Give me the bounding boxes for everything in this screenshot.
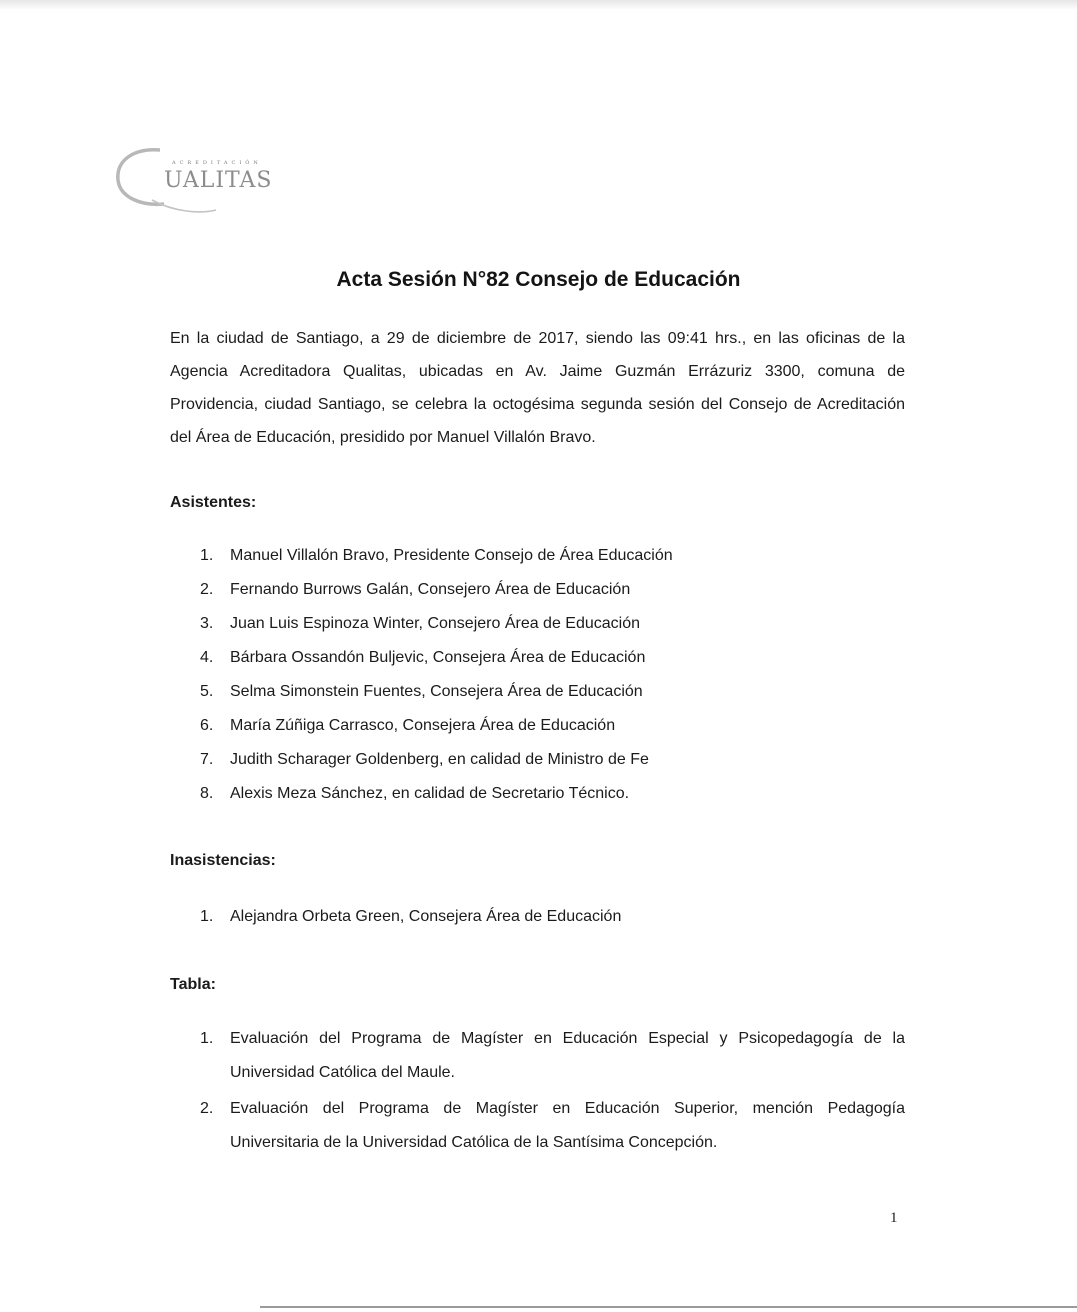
list-text: Manuel Villalón Bravo, Presidente Consejo de Área Educación <box>230 547 673 564</box>
list-text: Evaluación del Programa de Magíster en Educación Especial y Psicopedagogía de la Universidad Católica del Maule. <box>230 1030 905 1081</box>
list-text: María Zúñiga Carrasco, Consejera Área de Educación <box>230 717 616 734</box>
list-number: 5. <box>200 683 214 700</box>
list-item <box>170 1092 905 1160</box>
qualitas-logo <box>112 140 272 216</box>
scan-edge-bottom <box>260 1306 1077 1308</box>
list-number: 3. <box>200 615 214 632</box>
list-text: Alexis Meza Sánchez, en calidad de Secretario Técnico. <box>230 785 630 802</box>
list-number: 1. <box>200 908 214 925</box>
list-number: 4. <box>200 649 214 666</box>
attendees-list <box>170 542 905 814</box>
list-number: 2. <box>200 1100 214 1117</box>
agenda-heading: Tabla: <box>170 976 216 993</box>
list-item <box>170 903 905 931</box>
list-item <box>170 746 905 780</box>
list-item <box>170 644 905 678</box>
list-number: 6. <box>200 717 214 734</box>
list-text: Juan Luis Espinoza Winter, Consejero Área de Educación <box>230 615 641 632</box>
list-number: 1. <box>200 547 214 564</box>
list-text: Fernando Burrows Galán, Consejero Área de Educación <box>230 581 631 598</box>
list-text: Bárbara Ossandón Buljevic, Consejera Área de Educación <box>230 649 646 666</box>
agenda-list <box>170 1022 905 1162</box>
list-number: 2. <box>200 581 214 598</box>
list-item <box>170 1022 905 1090</box>
attendees-heading: Asistentes: <box>170 494 257 511</box>
absences-list <box>170 903 905 931</box>
list-text: Judith Scharager Goldenberg, en calidad de Ministro de Fe <box>230 751 649 768</box>
list-text: Selma Simonstein Fuentes, Consejera Área de Educación <box>230 683 643 700</box>
list-number: 7. <box>200 751 214 768</box>
list-item <box>170 610 905 644</box>
absences-heading: Inasistencias: <box>170 852 276 869</box>
list-item <box>170 780 905 814</box>
intro-paragraph: En la ciudad de Santiago, a 29 de diciembre de 2017, siendo las 09:41 hrs., en las oficinas de la Agencia Acreditadora Qualitas, ubicadas en Av. Jaime Guzmán Errázuriz 3300, comuna de Providencia, ciudad Santiago, se celebra la octogésima segunda sesión del Consejo de Acreditación del Área de Educación, presidido por Manuel Villalón Bravo. <box>170 330 905 446</box>
list-item <box>170 542 905 576</box>
list-text: Alejandra Orbeta Green, Consejera Área de Educación <box>230 908 622 925</box>
list-number: 8. <box>200 785 214 802</box>
logo-main-text: UALITAS <box>164 168 273 193</box>
list-item <box>170 712 905 746</box>
list-number: 1. <box>200 1030 214 1047</box>
list-item <box>170 678 905 712</box>
page-number: 1 <box>890 1210 898 1226</box>
list-text: Evaluación del Programa de Magíster en Educación Superior, mención Pedagogía Universitaria de la Universidad Católica de la Santísima Concepción. <box>230 1100 905 1151</box>
logo-small-text: ACREDITACIÓN <box>172 160 262 166</box>
scan-edge-top <box>0 0 1077 10</box>
list-item <box>170 576 905 610</box>
document-title: Acta Sesión N°82 Consejo de Educación <box>336 268 741 292</box>
